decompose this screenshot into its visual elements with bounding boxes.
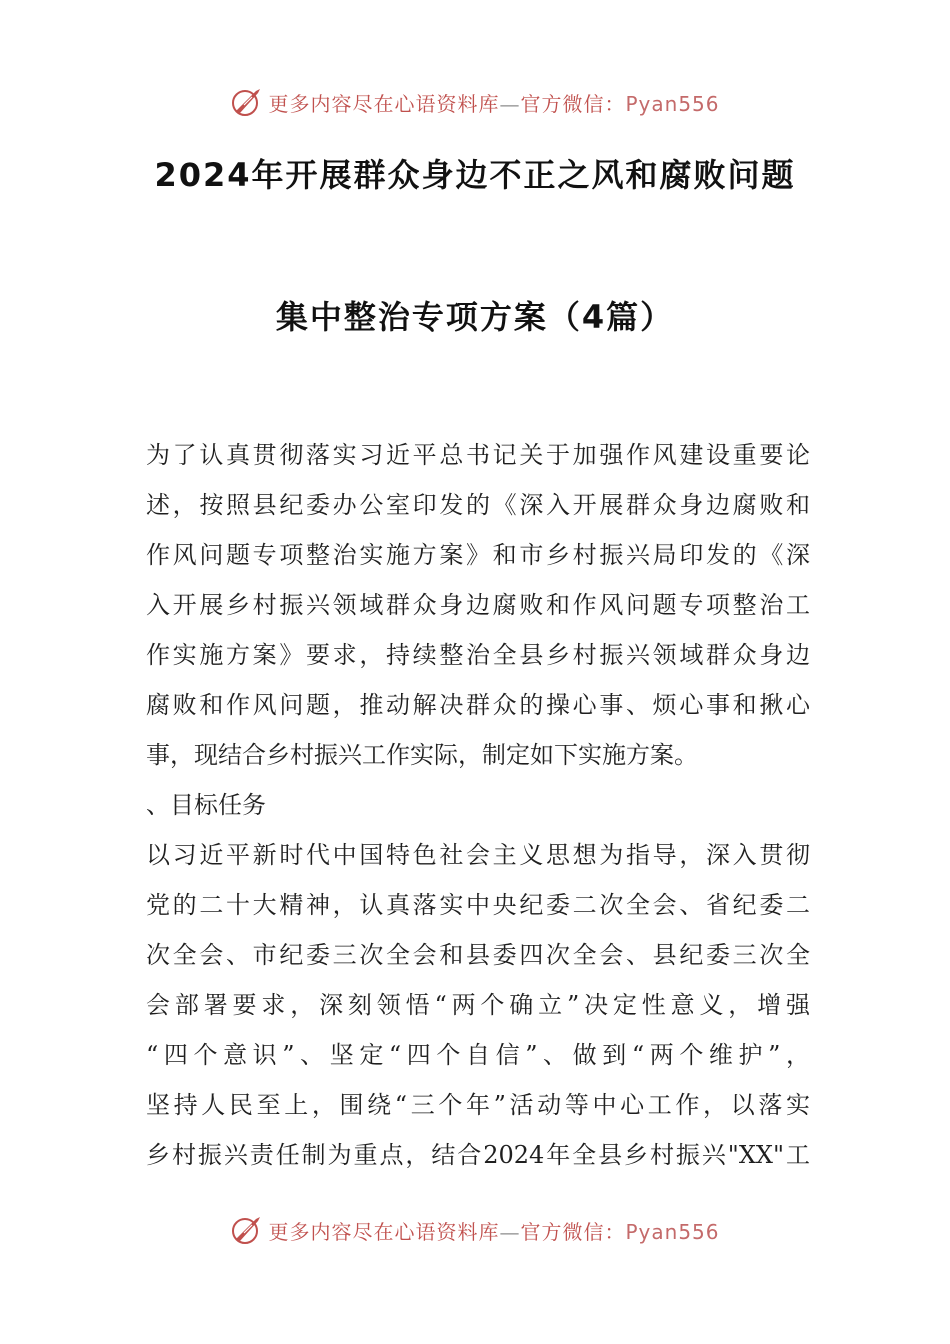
body-line: “四个意识”、坚定“四个自信”、做到“两个维护”， <box>146 1041 810 1069</box>
body-line: 党的二十大精神，认真落实中央纪委二次全会、省纪委二 <box>146 891 810 919</box>
watermark-site-name: 更多内容尽在心语资料库 <box>268 1219 500 1244</box>
quill-pen-logo-icon <box>230 1213 264 1247</box>
body-line: 腐败和作风问题，推动解决群众的操心事、烦心事和揪心 <box>146 691 810 719</box>
footer-watermark <box>0 1210 950 1250</box>
body-line: 坚持人民至上，围绕“三个年”活动等中心工作，以落实 <box>146 1091 810 1119</box>
watermark-label: 官方微信： <box>520 91 626 116</box>
body-line: 入开展乡村振兴领域群众身边腐败和作风问题专项整治工 <box>146 591 810 619</box>
watermark-site-name: 更多内容尽在心语资料库 <box>268 91 500 116</box>
header-watermark <box>0 82 950 122</box>
body-line: 事，现结合乡村振兴工作实际，制定如下实施方案。 <box>146 741 698 769</box>
body-line: 以习近平新时代中国特色社会主义思想为指导，深入贯彻 <box>146 841 810 869</box>
watermark-dash: — <box>499 91 521 116</box>
watermark-dash: — <box>499 1219 521 1244</box>
body-line: 次全会、市纪委三次全会和县委四次全会、县纪委三次全 <box>146 941 810 969</box>
body-line: 为了认真贯彻落实习近平总书记关于加强作风建设重要论 <box>146 441 810 469</box>
watermark-text <box>268 88 719 117</box>
watermark-label: 官方微信： <box>520 1219 626 1244</box>
body-line: 作实施方案》要求，持续整治全县乡村振兴领域群众身边 <box>146 641 810 669</box>
watermark-wechat-id: Pyan556 <box>625 1219 720 1244</box>
document-title-line-1: 2024年开展群众身边不正之风和腐败问题 <box>154 156 796 194</box>
body-line: 述，按照县纪委办公室印发的《深入开展群众身边腐败和 <box>146 491 810 519</box>
body-line: 乡村振兴责任制为重点，结合2024年全县乡村振兴"XX"工 <box>146 1141 810 1169</box>
document-title-line-2: 集中整治专项方案（4篇） <box>275 298 675 336</box>
document-body <box>146 430 810 1180</box>
body-line: 会部署要求，深刻领悟“两个确立”决定性意义，增强 <box>146 991 810 1019</box>
watermark-text <box>268 1216 719 1245</box>
body-line: 作风问题专项整治实施方案》和市乡村振兴局印发的《深 <box>146 541 810 569</box>
quill-pen-logo-icon <box>230 85 264 119</box>
section-heading: 、目标任务 <box>146 791 266 819</box>
watermark-wechat-id: Pyan556 <box>625 91 720 116</box>
